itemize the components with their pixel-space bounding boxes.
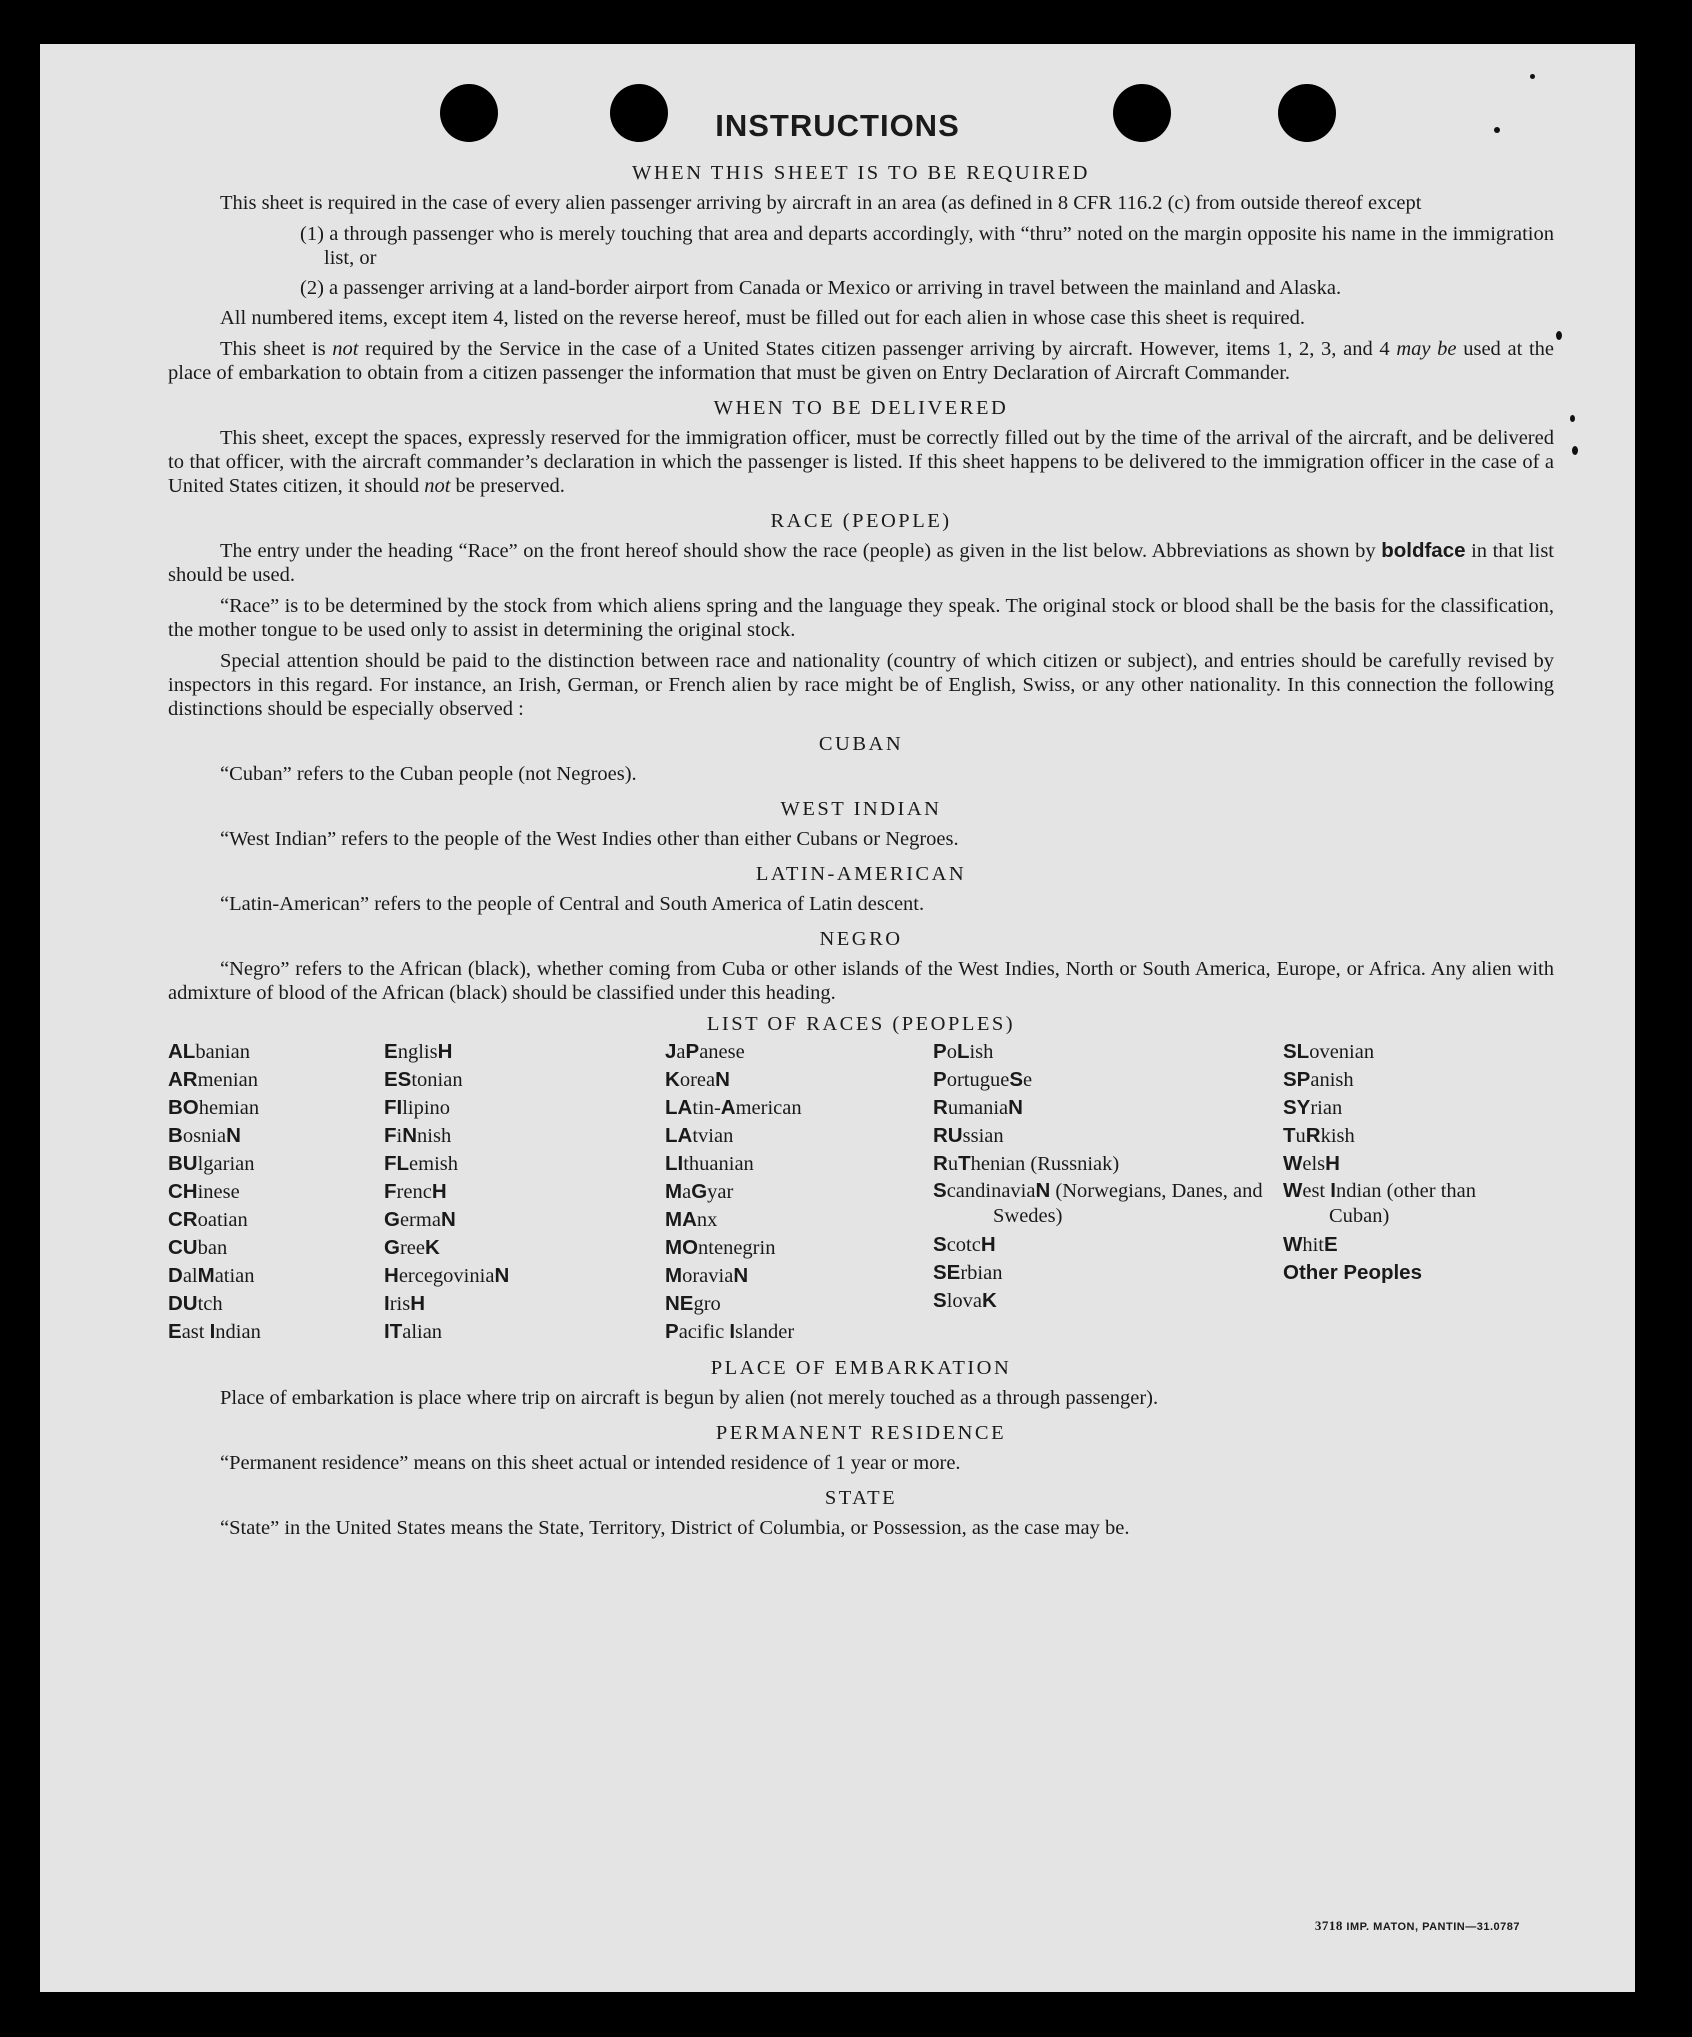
delivered-para: This sheet, except the spaces, expressly reserved for the immigration officer, must be correctly filled out by the time of the arrival of the aircraft, and be delivered to that officer, with the aircraft commander’s declaration in which the passenger is listed. If this sheet happens to be delivered to the immigration officer in the case of a United States citizen, it should not be preserved.: [168, 427, 1554, 497]
races-column: [1283, 1038, 1523, 1346]
race-entry: TuRkish: [1283, 1124, 1355, 1147]
scan-speck: [1530, 74, 1535, 79]
race-entry: CHinese: [168, 1180, 240, 1203]
race-entry: LIthuanian: [665, 1152, 754, 1175]
embarkation-text: Place of embarkation is place where trip on aircraft is begun by alien (not merely touched as a through passenger).: [220, 1387, 1159, 1409]
scan-speck: [1572, 446, 1578, 455]
race-entry: SErbian: [933, 1261, 1003, 1284]
race-entry: SPanish: [1283, 1068, 1354, 1091]
section-heading-latin-american: LATIN-AMERICAN: [755, 863, 967, 885]
races-column: [665, 1038, 933, 1346]
race-entry: LAtvian: [665, 1124, 734, 1147]
required-para-3: This sheet is not required by the Service in the case of a United States citizen passenger arriving by aircraft. However, items 1, 2, 3, and 4 may be used at the place of embarkation to obtain from a citizen passenger the information that must be given on Entry Declaration of Aircraft Commander.: [168, 338, 1554, 384]
race-entry: KoreaN: [665, 1068, 730, 1091]
race-entry: EnglisH: [384, 1040, 453, 1063]
race-entry: FiNnish: [384, 1124, 452, 1147]
race-entry: LAtin-American: [665, 1096, 802, 1119]
race-entry: CRoatian: [168, 1208, 248, 1231]
races-column: [168, 1038, 384, 1346]
race-entry: Pacific Islander: [665, 1320, 795, 1343]
race-entry: SlovaK: [933, 1289, 997, 1312]
race-entry: MOntenegrin: [665, 1236, 776, 1259]
race-entry: PoLish: [933, 1040, 994, 1063]
race-entry: EStonian: [384, 1068, 463, 1091]
race-entry: BOhemian: [168, 1096, 260, 1119]
west-indian-text: “West Indian” refers to the people of the West Indies other than either Cubans or Negroes.: [220, 828, 959, 850]
race-entry: GreeK: [384, 1236, 440, 1259]
section-heading-negro: NEGRO: [819, 928, 903, 950]
race-entry: MaGyar: [665, 1180, 734, 1203]
race-entry: JaPanese: [665, 1040, 745, 1063]
instructions-body: [168, 155, 1554, 1547]
race-entry: WhitE: [1283, 1233, 1338, 1256]
state-text: “State” in the United States means the State, Territory, District of Columbia, or Possession, as the case may be.: [220, 1517, 1130, 1539]
document-sheet: [40, 44, 1635, 1992]
page-title: INSTRUCTIONS: [715, 108, 960, 143]
race-entry: HercegoviniaN: [384, 1264, 510, 1287]
scan-speck: [1570, 415, 1575, 422]
race-entry: WelsH: [1283, 1152, 1340, 1175]
race-para-3: Special attention should be paid to the distinction between race and nationality (country of which citizen or subject), and entries should be carefully revised by inspectors in this regard. For instance, an Irish, German, or French alien by race might be of English, Swiss, or any other nationality. In this connection the following distinctions should be especially observed :: [168, 650, 1554, 720]
required-item-1: (1) a through passenger who is merely touching that area and departs accordingly, with “thru” noted on the margin opposite his name in the immigration list, or: [300, 223, 1554, 269]
race-entry: MAnx: [665, 1208, 718, 1231]
race-entry: RUssian: [933, 1124, 1004, 1147]
race-entry: IrisH: [384, 1292, 426, 1315]
race-entry: RuThenian (Russniak): [933, 1152, 1120, 1175]
race-entry: FIlipino: [384, 1096, 451, 1119]
section-heading-west-indian: WEST INDIAN: [780, 798, 942, 820]
race-entry: NEgro: [665, 1292, 721, 1315]
race-entry: GermaN: [384, 1208, 456, 1231]
race-entry: BUlgarian: [168, 1152, 255, 1175]
latin-american-text: “Latin-American” refers to the people of Central and South America of Latin descent.: [220, 893, 925, 915]
section-heading-race: RACE (PEOPLE): [770, 510, 952, 532]
race-entry: RumaniaN: [933, 1096, 1023, 1119]
section-heading-delivered: WHEN TO BE DELIVERED: [713, 397, 1009, 419]
race-entry: ARmenian: [168, 1068, 258, 1091]
race-entry: ITalian: [384, 1320, 443, 1343]
section-heading-state: STATE: [824, 1487, 898, 1509]
negro-text: “Negro” refers to the African (black), whether coming from Cuba or other islands of the West Indies, North or South America, Europe, or Africa. Any alien with admixture of blood of the African (black) should be classified under this heading.: [168, 958, 1554, 1004]
race-entry: CUban: [168, 1236, 228, 1259]
race-entry: FrencH: [384, 1180, 447, 1203]
section-heading-residence: PERMANENT RESIDENCE: [715, 1422, 1007, 1444]
races-column: [933, 1038, 1283, 1346]
required-intro: This sheet is required in the case of every alien passenger arriving by aircraft in an area (as defined in 8 CFR 116.2 (c) from outside thereof except: [220, 192, 1422, 214]
scan-speck: [1556, 331, 1562, 340]
races-column: [384, 1038, 665, 1346]
race-para-1: The entry under the heading “Race” on the front hereof should show the race (people) as given in the list below. Abbreviations as shown by boldface in that list should be used.: [168, 539, 1554, 586]
race-entry: DalMatian: [168, 1264, 255, 1287]
race-entry: ScandinaviaN (Norwegians, Danes, and Swedes): [933, 1179, 1263, 1227]
required-para-2: All numbered items, except item 4, listed on the reverse hereof, must be filled out for each alien in whose case this sheet is required.: [220, 307, 1306, 329]
race-entry: Other Peoples: [1283, 1261, 1422, 1284]
race-entry: MoraviaN: [665, 1264, 749, 1287]
section-heading-embarkation: PLACE OF EMBARKATION: [710, 1357, 1012, 1379]
residence-text: “Permanent residence” means on this sheet actual or intended residence of 1 year or more.: [220, 1452, 961, 1474]
race-entry: West Indian (other than Cuban): [1283, 1179, 1477, 1227]
section-heading-required: WHEN THIS SHEET IS TO BE REQUIRED: [632, 162, 1090, 184]
race-entry: DUtch: [168, 1292, 223, 1315]
race-entry: PortugueSe: [933, 1068, 1033, 1091]
printer-mark: 3718 IMP. MATON, PANTIN—31.0787: [1314, 1918, 1520, 1933]
race-entry: SLovenian: [1283, 1040, 1375, 1063]
required-item-2: (2) a passenger arriving at a land-border airport from Canada or Mexico or arriving in travel between the mainland and Alaska.: [300, 277, 1342, 299]
race-entry: ALbanian: [168, 1040, 250, 1063]
races-list-heading: LIST OF RACES (PEOPLES): [706, 1013, 1016, 1035]
race-para-2: “Race” is to be determined by the stock from which aliens spring and the language they speak. The original stock or blood shall be the basis for the classification, the mother tongue to be used only to assist in determining the original stock.: [168, 595, 1554, 641]
races-list: [168, 1038, 1554, 1346]
race-entry: SYrian: [1283, 1096, 1343, 1119]
race-entry: FLemish: [384, 1152, 459, 1175]
race-entry: ScotcH: [933, 1233, 996, 1256]
race-entry: BosniaN: [168, 1124, 241, 1147]
cuban-text: “Cuban” refers to the Cuban people (not Negroes).: [220, 763, 637, 785]
race-entry: East Indian: [168, 1320, 261, 1343]
section-heading-cuban: CUBAN: [818, 733, 904, 755]
